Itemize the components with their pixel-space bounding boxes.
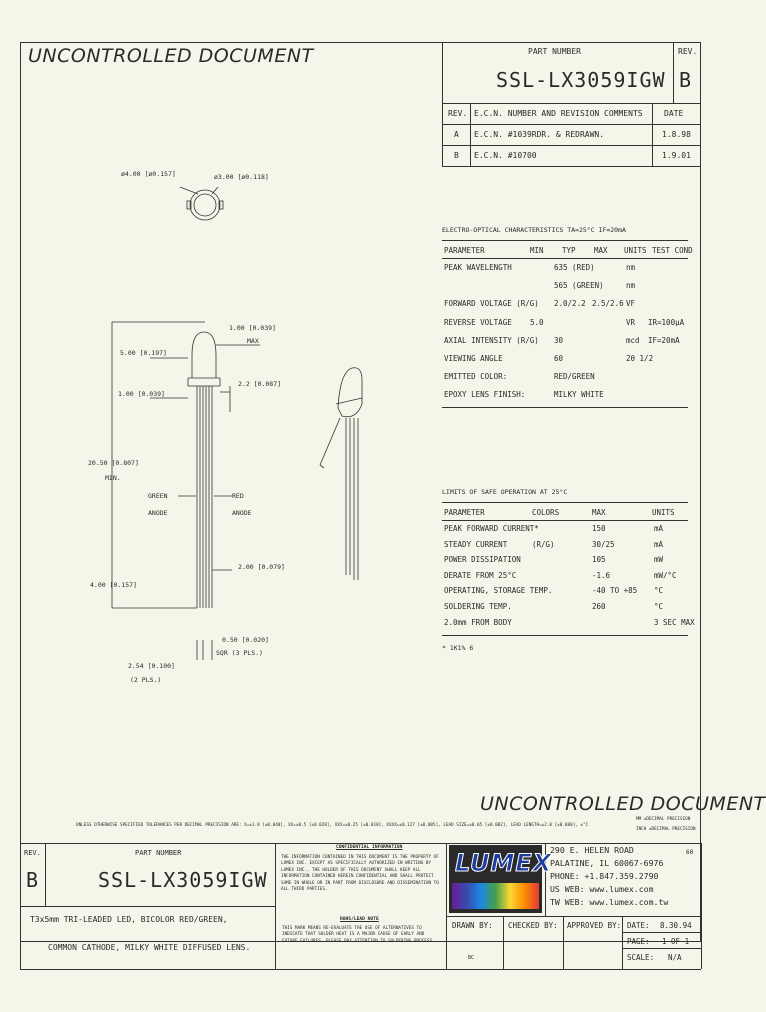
limits-cell: (R/G) — [532, 539, 555, 549]
rev-table-line — [652, 103, 653, 166]
limits-cell: °C — [654, 586, 664, 596]
dim-lower-length: 4.00 [0.157] — [90, 581, 137, 589]
label-green: GREEN — [148, 492, 168, 500]
limits-cell: 2.0mm FROM BODY — [444, 617, 512, 627]
limits-cell: PEAK FORWARD CURRENT* — [444, 524, 539, 533]
rev-table-row-rev: A — [454, 130, 459, 139]
limits-cell: °C — [654, 602, 664, 611]
logo-rainbow — [452, 883, 539, 909]
limits-row — [442, 602, 688, 614]
limits-cell: -40 TO +85 — [592, 586, 638, 596]
rev-table-line — [442, 145, 701, 146]
eo-cell: AXIAL INTENSITY (R/G) — [444, 335, 539, 345]
dim-max: MAX — [247, 337, 259, 345]
page-label: PAGE: — [627, 937, 650, 946]
page-value: 1 OF 1 — [662, 937, 690, 946]
tb-line — [503, 916, 504, 969]
limits-col: COLORS — [532, 508, 560, 517]
tb-line — [20, 843, 21, 969]
led-lens-dome — [192, 332, 216, 378]
eo-cell: 565 (GREEN) — [554, 281, 604, 291]
dim-pitch-pls: (2 PLS.) — [130, 676, 162, 684]
drawn-by-label: DRAWN BY: — [452, 921, 493, 930]
eo-row — [442, 390, 688, 402]
dim-min: MIN. — [105, 474, 121, 482]
rev-table-header-comments: E.C.N. NUMBER AND REVISION COMMENTS — [474, 109, 643, 118]
limits-footnote: * 1K1% 6 — [442, 644, 474, 652]
tb-line — [45, 843, 46, 906]
eo-row — [442, 263, 688, 275]
tb-line — [622, 916, 623, 969]
eo-col: TEST COND — [652, 246, 693, 255]
checked-by-label: CHECKED BY: — [508, 921, 558, 930]
eo-col: TYP — [562, 246, 576, 255]
dim-lens-height: 1.00 [0.039] — [229, 324, 276, 332]
eo-title: ELECTRO-OPTICAL CHARACTERISTICS TA=25°C IF=20mA — [442, 226, 626, 234]
title-divider — [442, 42, 443, 166]
eo-header-row — [442, 246, 693, 258]
dim-lead-length: 20.50 [0.807] — [88, 459, 139, 467]
rev-table-header-date: DATE — [664, 109, 684, 118]
tolerance-note: UNLESS OTHERWISE SPECIFIED TOLERANCES PER DECIMAL PRECISION ARE: X=±1.0 [±0.040], XX=±0.5 [±0.020], XXX=±0.25 [±0.010], XXXX=±0.127 [±0.005], LEAD SIZE=±0.05 [±0.002], LEAD LENGTH=±2.0 [±0.080], ±°C — [76, 823, 589, 828]
eo-cell: nm — [626, 263, 636, 272]
limits-header-row — [442, 508, 688, 520]
eo-cell: 5.0 — [530, 317, 544, 327]
address-2: PALATINE, IL 60067-6976 — [550, 858, 664, 868]
dim-lead-spacing-lower: 2.00 [0.079] — [238, 563, 285, 571]
precision-note-2: INCH ±DECIMAL PRECISION — [636, 827, 696, 832]
uncontrolled-stamp-bottom: UNCONTROLLED DOCUMENT — [480, 793, 766, 815]
logo-text: LUMEX — [455, 849, 553, 877]
part-number: SSL-LX3059IGW — [496, 68, 666, 92]
eo-row — [442, 299, 688, 311]
eo-row — [442, 354, 688, 366]
web-us: US WEB: www.lumex.com — [550, 884, 654, 894]
tb-line — [20, 969, 701, 970]
eo-cell: REVERSE VOLTAGE — [444, 317, 512, 327]
rev-table-row-date: 1.8.98 — [662, 130, 691, 139]
rev-label: REV. — [678, 47, 698, 56]
limits-row — [442, 555, 688, 567]
limits-row — [442, 540, 688, 552]
eo-cell: MILKY WHITE — [554, 390, 604, 400]
eo-cell: 635 (RED) — [554, 263, 595, 272]
dim-body-height: 5.00 [0.197] — [120, 349, 167, 357]
limits-row — [442, 524, 688, 536]
eo-cell: 2.0/2.2 — [554, 299, 586, 309]
limits-row — [442, 571, 688, 583]
led-mechanical-drawing — [0, 0, 440, 700]
limits-title: LIMITS OF SAFE OPERATION AT 25°C — [442, 488, 568, 496]
dim-sqr: SQR (3 PLS.) — [216, 649, 263, 657]
limits-col: UNITS — [652, 508, 675, 517]
tb-line — [563, 916, 564, 969]
label-red-anode: ANODE — [232, 509, 252, 517]
eo-cell: IR=100µA — [648, 317, 685, 327]
eo-col: MIN — [530, 246, 544, 255]
tb-line — [622, 932, 701, 933]
bottom-rev-label: REV. — [24, 849, 41, 857]
dim-lead-sq: 0.50 [0.020] — [222, 636, 269, 644]
limits-row — [442, 586, 688, 598]
eo-cell: PEAK WAVELENGTH — [444, 263, 512, 272]
address-1: 290 E. HELEN ROAD — [550, 845, 634, 855]
eo-row — [442, 318, 688, 330]
description-line-2: COMMON CATHODE, MILKY WHITE DIFFUSED LENS. — [48, 943, 251, 952]
part-number-label: PART NUMBER — [528, 47, 581, 56]
confidential-text: THE INFORMATION CONTAINED IN THIS DOCUMENT IS THE PROPERTY OF LUMEX INC. EXCEPT AS SPECIFICALLY AUTHORIZED IN WRITING BY LUMEX INC., THE HOLDER OF THIS DOCUMENT SHALL KEEP ALL INFORMATION CONTAINED HEREIN CONFIDENTIAL AND SHALL PROTECT SAME IN WHOLE OR IN PART FROM DISCLOSURE AND DISSEMINATION TO ALL THIRD PARTIES. — [281, 855, 439, 893]
drawn-by-value: BC — [468, 955, 475, 961]
eo-cell: VR — [626, 317, 636, 327]
tb-line — [622, 948, 701, 949]
limits-cell: POWER DISSIPATION — [444, 555, 521, 565]
rohs-text: THIS MARK MEANS RE-EVALUATE THE USE OF ALTERNATIVES TO INDICATE THAT SOLDER HEAT IS A MAJOR CAUSE OF EARLY AND FUTURE FAILURES. PLEASE PAY ATTENTION TO SOLDERING PROCESS. — [282, 926, 435, 944]
rev-table-row-rev: B — [454, 151, 459, 160]
limits-cell: 105 — [592, 555, 606, 565]
top-view-dim-left: ø4.00 [ø0.157] — [121, 170, 176, 178]
label-red: RED — [232, 492, 244, 500]
tb-line — [20, 843, 701, 844]
bottom-part-number-label: PART NUMBER — [135, 849, 182, 857]
eo-cell: VF — [626, 299, 636, 309]
rev-table-line — [470, 103, 471, 166]
limits-cell: OPERATING, STORAGE TEMP. — [444, 586, 553, 596]
limits-cell: mA — [654, 524, 664, 533]
limits-rule — [442, 520, 688, 521]
limits-rule — [442, 502, 688, 503]
confidential-title: CONFIDENTIAL INFORMATION — [336, 845, 403, 850]
perspective-lead-1 — [320, 418, 340, 465]
limits-cell: STEADY CURRENT — [444, 539, 508, 549]
limits-row — [442, 617, 695, 630]
eo-rule — [442, 258, 688, 259]
eo-cell: 2.5/2.6 — [592, 299, 624, 309]
eo-row — [442, 372, 688, 384]
limits-cell: 3 SEC MAX — [654, 617, 695, 627]
eo-cell: FORWARD VOLTAGE (R/G) — [444, 299, 539, 309]
title-divider — [442, 103, 701, 104]
rev-table-line — [442, 124, 701, 125]
tb-line — [20, 906, 275, 907]
eo-cell: EMITTED COLOR: — [444, 372, 508, 382]
top-view-dim-right: ø3.00 [ø0.118] — [214, 173, 269, 181]
rev-value: B — [679, 68, 693, 92]
dim-flange-width: 2.2 [0.087] — [238, 380, 282, 388]
scale-label: SCALE: — [627, 953, 655, 962]
limits-cell: mW — [654, 555, 664, 565]
eo-cell: 30 — [554, 335, 564, 345]
limits-cell: SOLDERING TEMP. — [444, 602, 512, 611]
eo-cell: RED/GREEN — [554, 372, 595, 382]
eo-cell: mcd — [626, 335, 640, 345]
label-green-anode: ANODE — [148, 509, 168, 517]
rev-table-row-comment: E.C.N. #10700 — [474, 151, 537, 160]
phone: PHONE: +1.847.359.2790 — [550, 871, 659, 881]
eo-cell: EPOXY LENS FINISH: — [444, 390, 526, 400]
date-label: DATE: — [627, 921, 650, 930]
rev-table-line — [442, 166, 701, 167]
eo-row — [442, 336, 688, 348]
eo-row — [442, 281, 688, 293]
date-value: 8.30.94 — [660, 921, 692, 930]
eo-rule — [442, 240, 688, 241]
scale-value: N/A — [668, 953, 682, 962]
eo-rule — [442, 407, 688, 408]
eo-cell: nm — [626, 281, 636, 291]
eo-col: PARAMETER — [444, 246, 485, 255]
rev-table-header-rev: REV. — [448, 109, 468, 118]
limits-cell: mW/°C — [654, 570, 677, 580]
lumex-logo — [449, 845, 553, 913]
web-tw: TW WEB: www.lumex.com.tw — [550, 897, 669, 907]
eo-cell: VIEWING ANGLE — [444, 354, 503, 363]
limits-cell: mA — [654, 539, 664, 549]
rohs-title: ROHS/LEAD NOTE — [340, 917, 379, 922]
eo-cell: 2θ 1/2 — [626, 354, 654, 363]
top-view-inner-circle — [194, 194, 216, 216]
eo-cell: 60 — [554, 354, 564, 363]
top-view-outer-circle — [190, 190, 220, 220]
limits-rule — [442, 635, 688, 636]
rev-table-row-comment: E.C.N. #1039RDR. & REDRAWN. — [474, 130, 605, 139]
limits-col: PARAMETER — [444, 508, 485, 517]
approved-by-label: APPROVED BY: — [567, 921, 622, 930]
bottom-part-number: SSL-LX3059IGW — [98, 868, 268, 892]
eo-col: MAX — [594, 246, 608, 255]
rev-table-row-date: 1.9.01 — [662, 151, 691, 160]
led-perspective-body — [338, 368, 362, 417]
uncontrolled-stamp-top: UNCONTROLLED DOCUMENT — [28, 45, 314, 67]
precision-note-1: MM ±DECIMAL PRECISION — [636, 817, 691, 822]
tb-line — [275, 843, 276, 969]
bottom-rev-value: B — [26, 868, 40, 892]
tb-line — [446, 916, 701, 917]
eo-col: UNITS — [624, 246, 647, 255]
eo-cell: IF=20mA — [648, 335, 680, 345]
title-divider — [673, 42, 674, 104]
dim-pitch: 2.54 [0.100] — [128, 662, 175, 670]
limits-cell: 150 — [592, 524, 606, 533]
corner-mark: 60 — [686, 849, 694, 856]
limits-col: MAX — [592, 508, 606, 517]
limits-cell: 260 — [592, 602, 606, 611]
limits-cell: 30/25 — [592, 539, 615, 549]
limits-cell: -1.6 — [592, 570, 611, 580]
limits-cell: DERATE FROM 25°C — [444, 570, 517, 580]
dim-flange: 1.00 [0.039] — [118, 390, 165, 398]
description-line-1: T3x5mm TRI-LEADED LED, BICOLOR RED/GREEN, — [30, 915, 228, 924]
tb-line — [701, 843, 702, 969]
tb-line — [446, 843, 447, 969]
